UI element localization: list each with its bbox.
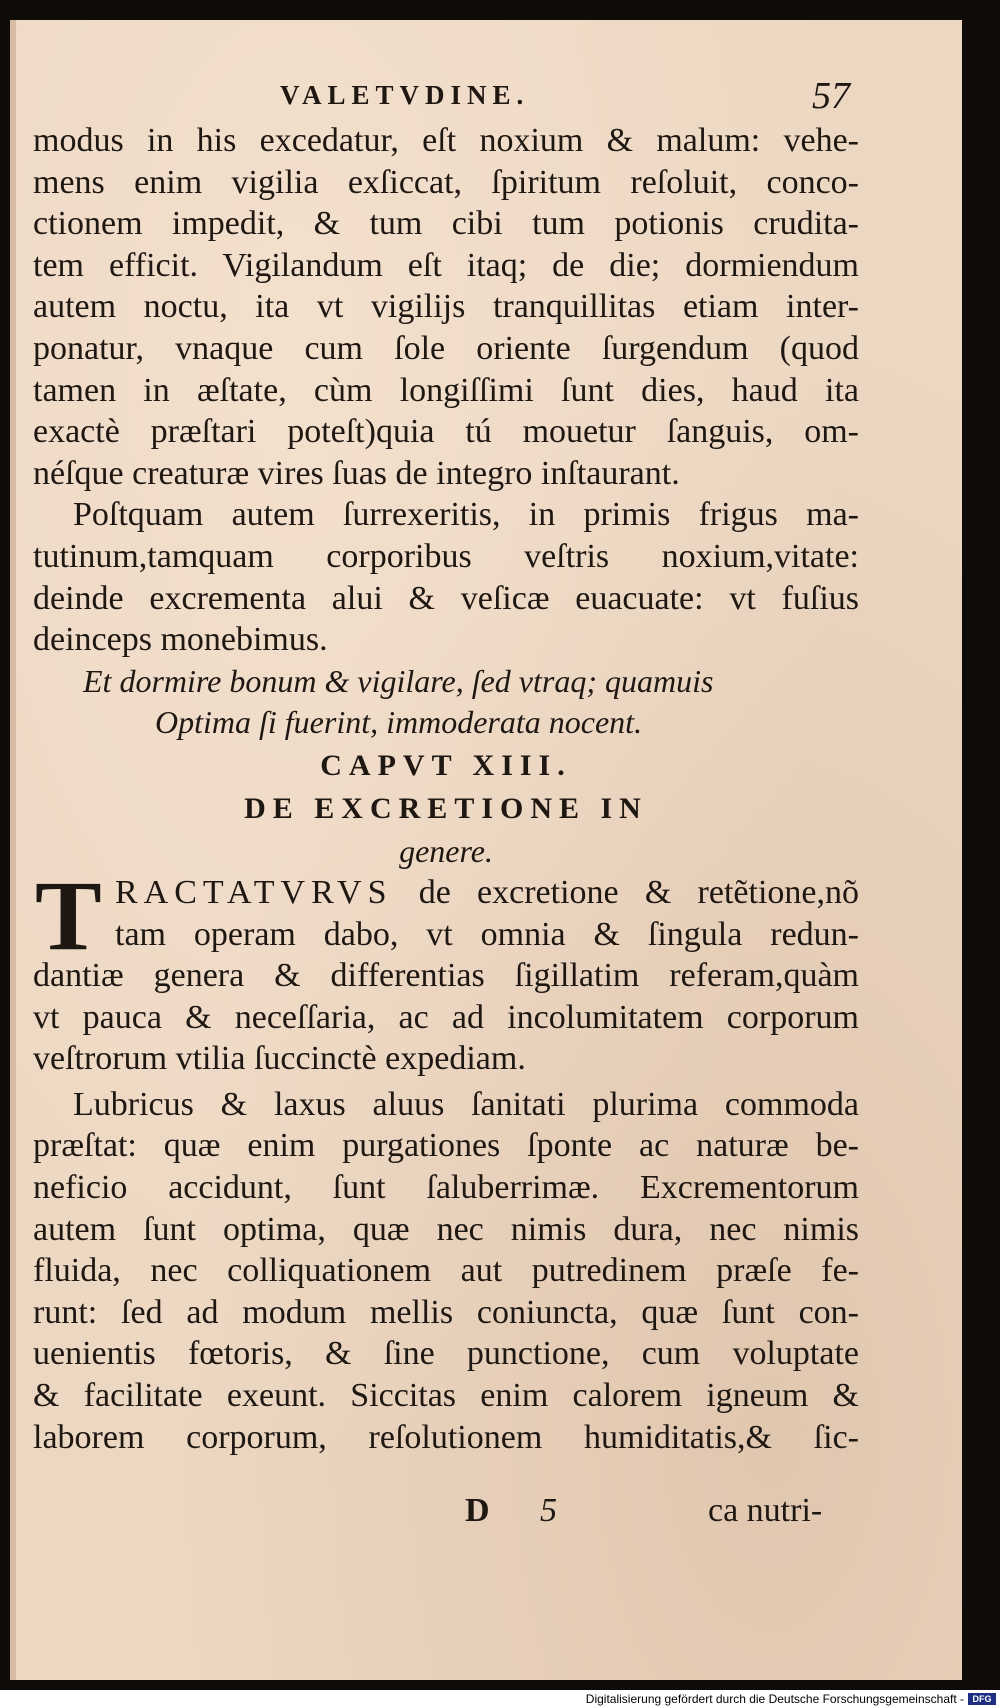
- drop-cap: T: [35, 859, 102, 971]
- text-line: tem efficit. Vigilandum eſt itaq; de die; dormiendum: [33, 246, 859, 284]
- text-block: [33, 120, 859, 1458]
- text-line: deinceps monebimus.: [33, 621, 328, 659]
- text-line: Lubricus & laxus aluus ſanitati plurima commoda: [73, 1085, 859, 1123]
- text-line: mens enim vigilia exſiccat, ſpiritum reſoluit, conco-: [33, 163, 859, 201]
- page-number: 57: [812, 75, 850, 117]
- lead-caps: RACTATVRVS: [115, 873, 393, 911]
- chapter-title: CAPVT XIII.: [320, 748, 572, 782]
- text-line: tam operam dabo, vt omnia & ſingula redun-: [115, 915, 859, 953]
- running-head: VALETVDINE.: [280, 80, 530, 110]
- text-line: præſtat: quæ enim purgationes ſponte ac naturæ be-: [33, 1127, 859, 1165]
- text-line: ctionem impedit, & tum cibi tum potionis crudita-: [33, 205, 859, 243]
- verse-line: Optima ſi fuerint, immoderata nocent.: [155, 704, 643, 741]
- text-line: ponatur, vnaque cum ſole oriente ſurgendum (quod: [33, 329, 859, 367]
- text-line: fluida, nec colliquationem aut putredinem præſe fe-: [33, 1252, 859, 1290]
- paragraph-excretion: [33, 859, 859, 1080]
- page-edge: [10, 20, 16, 1680]
- text-line: néſque creaturæ vires ſuas de integro inſtaurant.: [33, 454, 680, 492]
- text-line: autem noctu, ita vt vigilijs tranquillitas etiam inter-: [33, 288, 859, 326]
- first-line-rest: de excretione & retẽtione,nõ: [392, 873, 859, 911]
- digitization-footer: [0, 1690, 1000, 1708]
- chapter-heading: [33, 744, 859, 872]
- text-line: deinde excrementa alui & veſicæ euacuate: vt fuſius: [33, 579, 859, 617]
- signature-line: [10, 1490, 962, 1531]
- text-line: autem ſunt optima, quæ nec nimis dura, nec nimis: [33, 1210, 859, 1248]
- text-line: exactè præſtari poteſt)quia tú mouetur ſanguis, om-: [33, 413, 859, 451]
- footer-credit: Digitalisierung gefördert durch die Deutsche Forschungsgemeinschaft -: [585, 1692, 964, 1706]
- text-line: & facilitate exeunt. Siccitas enim calorem igneum &: [33, 1377, 859, 1415]
- text-line: [33, 872, 859, 914]
- dfg-logo: DFG: [968, 1693, 996, 1705]
- signature-number: 5: [540, 1492, 557, 1529]
- book-page: [10, 20, 962, 1680]
- paragraph-sleep: [33, 120, 859, 494]
- verse-quote: [33, 661, 859, 744]
- text-line: veſtrorum vtilia ſuccinctè expediam.: [33, 1040, 526, 1078]
- paragraph-bowels: [33, 1084, 859, 1458]
- chapter-subtitle-italic: genere.: [399, 832, 493, 869]
- text-line: neficio accidunt, ſunt ſaluberrimæ. Excrementorum: [33, 1169, 859, 1207]
- catchword: ca nutri-: [708, 1492, 823, 1529]
- text-line: runt: ſed ad modum mellis coniuncta, quæ ſunt con-: [33, 1293, 859, 1331]
- text-line: laborem corporum, reſolutionem humiditatis,& ſic-: [33, 1418, 859, 1456]
- verse-line: Et dormire bonum & vigilare, ſed vtraq; quamuis: [83, 662, 714, 699]
- text-line: modus in his excedatur, eſt noxium & malum: vehe-: [33, 122, 859, 159]
- text-line: tamen in æſtate, cùm longiſſimi ſunt dies, haud ita: [33, 371, 859, 409]
- chapter-subtitle: DE EXCRETIONE IN: [244, 791, 648, 825]
- signature-mark: D: [465, 1492, 490, 1529]
- text-line: Poſtquam autem ſurrexeritis, in primis frigus ma-: [73, 496, 859, 534]
- text-line: vt pauca & neceſſaria, ac ad incolumitatem corporum: [33, 998, 859, 1036]
- text-line: dantiæ genera & differentias ſigillatim referam,quàm: [33, 957, 859, 995]
- paragraph-morning: [33, 494, 859, 660]
- text-line: uenientis fœtoris, & ſine punctione, cum voluptate: [33, 1335, 859, 1373]
- text-line: tutinum,tamquam corporibus veſtris noxium,vitate:: [33, 537, 859, 575]
